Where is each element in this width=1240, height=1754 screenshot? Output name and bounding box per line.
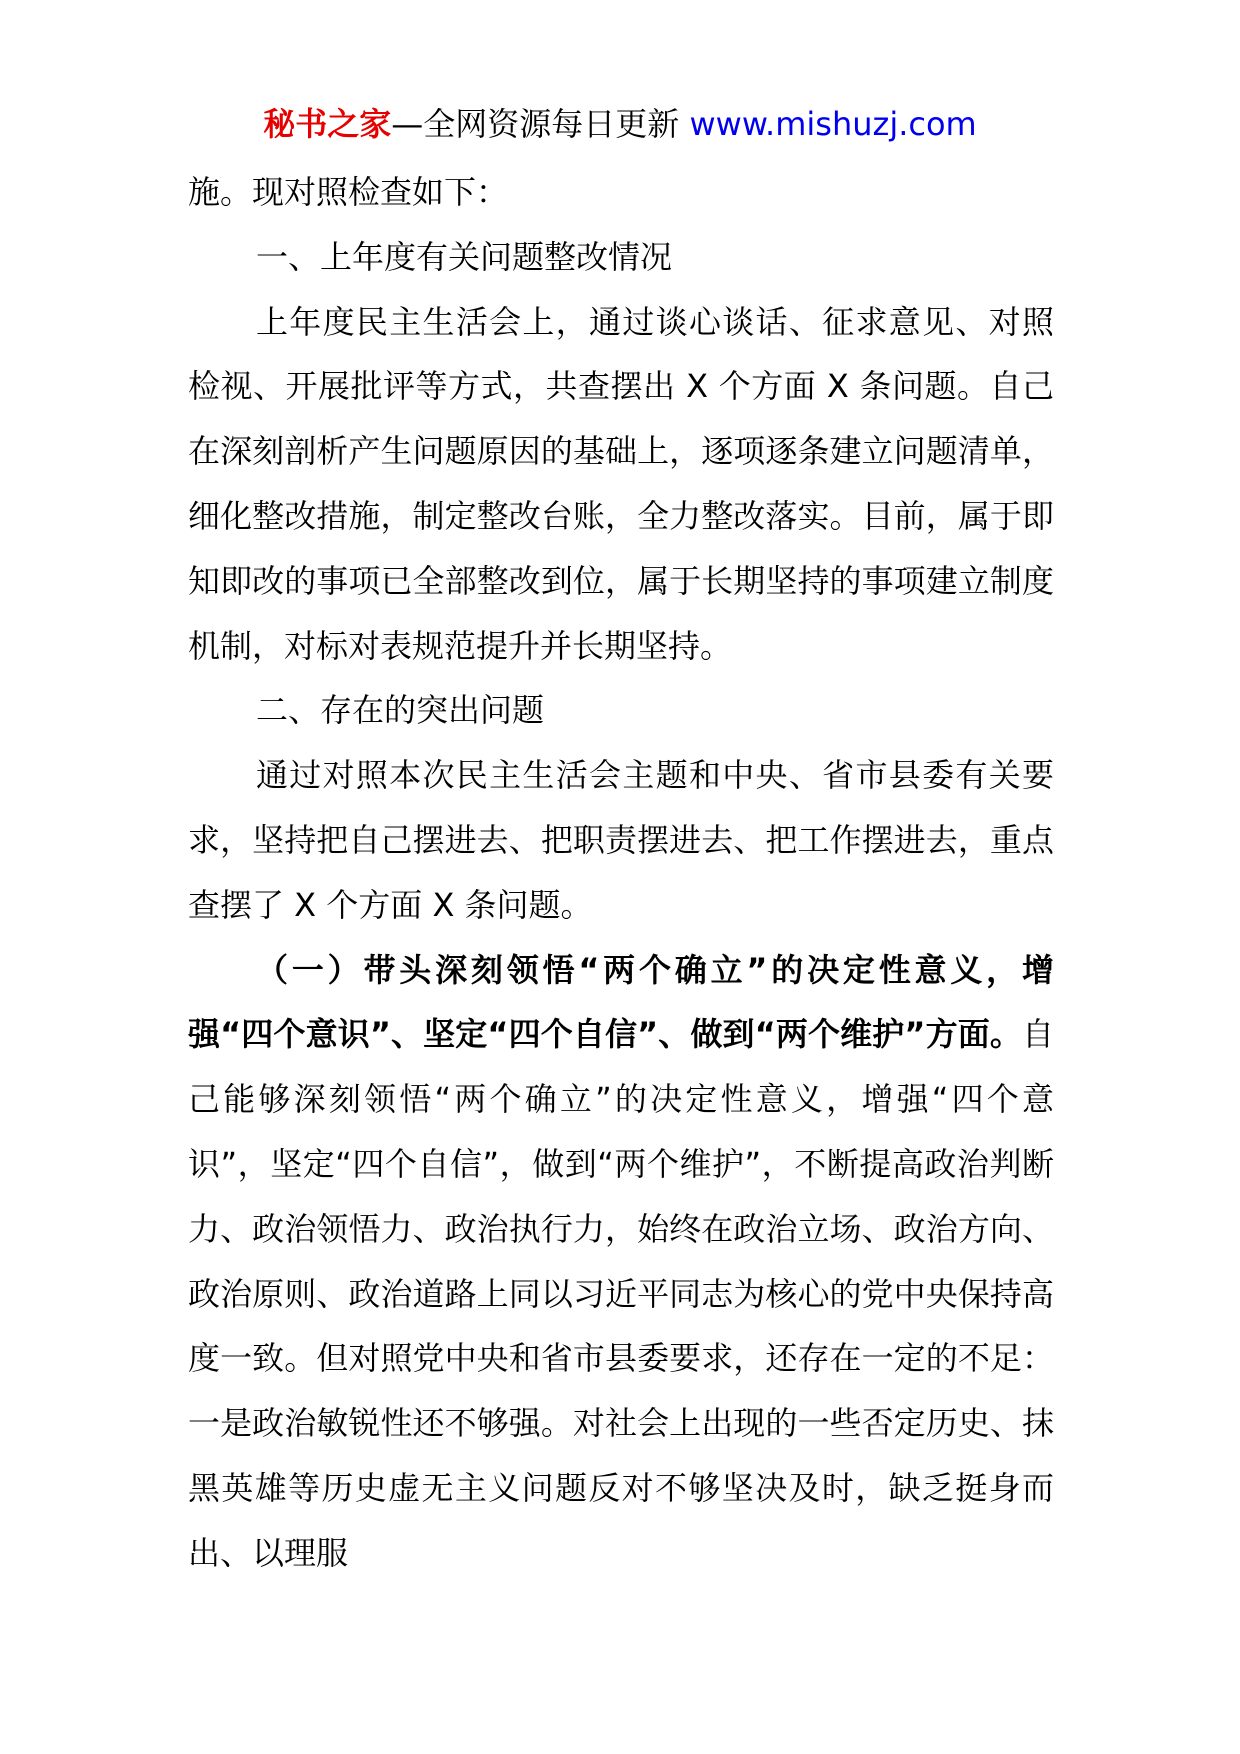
header-tagline: —全网资源每日更新 — [391, 105, 690, 143]
section-heading-1: 一、上年度有关问题整改情况 — [256, 237, 673, 276]
website-link[interactable]: www.mishuzj.com — [689, 105, 977, 143]
site-header — [0, 100, 1240, 148]
paragraph-problems-overview: 通过对照本次民主生活会主题和中央、省市县委有关要求，坚持把自己摆进去、把职责摆进去、把工作摆进去，重点查摆了 X 个方面 X 条问题。 — [188, 756, 1054, 924]
subsection-1-text: 自己能够深刻领悟“两个确立”的决定性意义，增强“四个意识”，坚定“四个自信”，做到“两个维护”，不断提高政治判断力、政治领悟力、政治执行力，始终在政治立场、政治方向、政治原则、政治道路上同以习近平同志为核心的党中央保持高度一致。但对照党中央和省市县委要求，还存在一定的不足：一是政治敏锐性还不够强。对社会上出现的一些否定历史、抹黑英雄等历史虚无主义问题反对不够坚决及时，缺乏挺身而出、以理服 — [188, 1015, 1054, 1572]
paragraph-subsection-1 — [188, 938, 1054, 1586]
document-body — [188, 160, 1054, 1586]
paragraph-rectification: 上年度民主生活会上，通过谈心谈话、征求意见、对照检视、开展批评等方式，共查摆出 X 个方面 X 条问题。自己在深刻剖析产生问题原因的基础上，逐项逐条建立问题清单，细化整改措施，制定整改台账，全力整改落实。目前，属于即知即改的事项已全部整改到位，属于长期坚持的事项建立制度机制，对标对表规范提升并长期坚持。 — [188, 302, 1054, 665]
paragraph-intro-continuation: 施。现对照检查如下： — [188, 173, 509, 211]
subsection-1-heading: （一）带头深刻领悟“两个确立”的决定性意义，增强“四个意识”、坚定“四个自信”、做到“两个维护”方面。 — [188, 950, 1054, 1054]
brand-name: 秘书之家 — [263, 105, 392, 143]
section-heading-2: 二、存在的突出问题 — [256, 691, 545, 730]
